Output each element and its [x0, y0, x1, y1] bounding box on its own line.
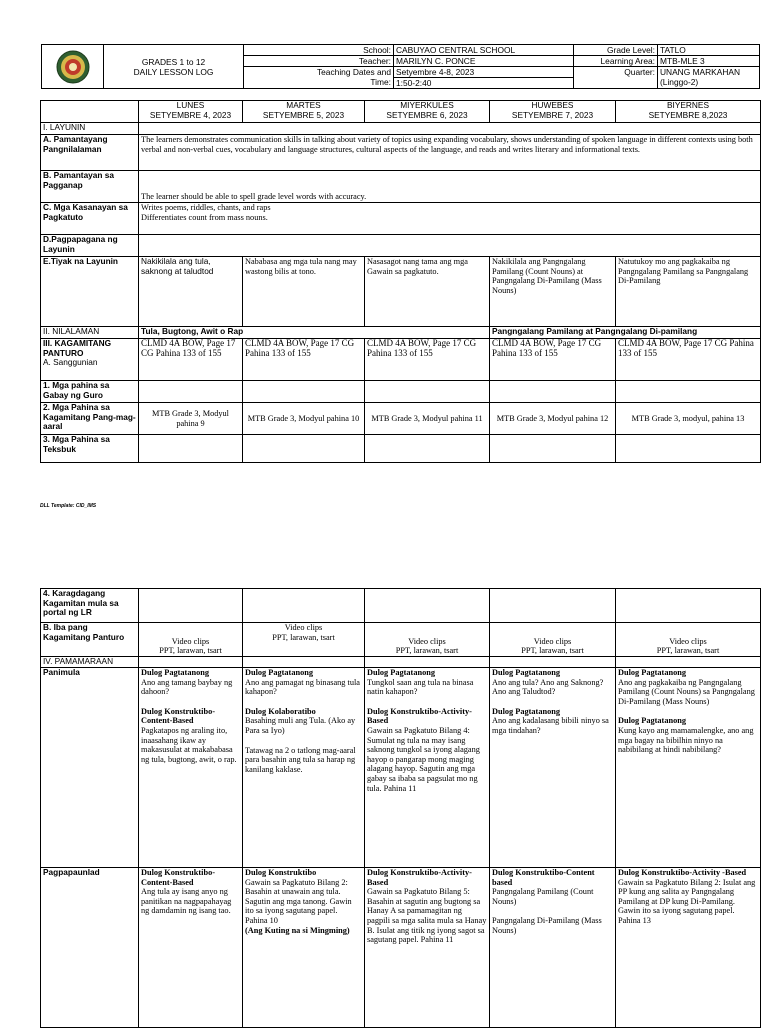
approach-text: Tatawag na 2 o tatlong mag-aaral para basahin ang tula sa harap ng kanilang kaklase.: [245, 745, 356, 774]
sanggunian-thursday: CLMD 4A BOW, Page 17 CG Pahina 133 of 155: [490, 339, 616, 381]
kasanayan-line1: Writes poems, riddles, chants, and raps: [141, 203, 271, 212]
iba-line1: Video clips: [669, 636, 707, 646]
area-value: MTB-MLE 3: [658, 56, 760, 67]
day-wednesday: [365, 101, 490, 123]
label-teksbuk: 3. Mga Pahina sa Teksbuk: [41, 435, 139, 463]
tiyak-tuesday: Nababasa ang mga tula nang may wastong bilis at tono.: [243, 257, 365, 327]
day-date: SETYEMBRE 8,2023: [648, 109, 728, 120]
approach-heading: Dulog Pagtatanong: [367, 668, 435, 677]
panimula-thursday: [490, 668, 616, 868]
approach-text: Ano ang pagkakaiba ng Pangngalang Pamilang (Count Nouns) sa Pangngalang Di-Pamilang (Mass Nouns): [618, 677, 755, 706]
grade-value: TATLO: [658, 45, 760, 56]
logo-cell: [42, 45, 104, 89]
panimula-wednesday: [365, 668, 490, 868]
iba-line2: PPT, larawan, tsart: [521, 646, 584, 656]
day-name: MARTES: [286, 100, 321, 110]
pagpapaunlad-wednesday: [365, 868, 490, 1028]
label-panimula: Panimula: [41, 668, 139, 868]
empty-cell: [139, 657, 243, 668]
approach-text: Pagkatapos ng araling ito, inaasahang ikaw ay makasusulat at makababasa ng tula, bugtong, awit, o rap.: [141, 725, 237, 764]
school-label: School:: [244, 45, 394, 56]
lesson-log-table-page2: [40, 588, 761, 1028]
approach-text: Basahing muli ang Tula. (Ako ay Para sa Iyo): [245, 716, 356, 735]
dates-label-line1: Teaching Dates and: [316, 67, 391, 77]
approach-text: Ano ang tula? Ano ang Saknong? Ano ang Taludtod?: [492, 677, 604, 697]
pagpapaunlad-thursday: [490, 868, 616, 1028]
approach-text: Pangngalang Di-Pamilang (Mass Nouns): [492, 916, 602, 935]
iba-line2: PPT, larawan, tsart: [395, 646, 459, 656]
day-name: HUWEBES: [531, 100, 574, 110]
approach-text: Gawain sa Pagkatuto Bilang 4: Sumulat ng tula na may isang saknong tungkol sa iyong alagang hayop o pangarap mong maging alagang hayop. Sagutin ang mga gabay sa ibaba sa pagsulat mo ng tula. Pahina 11: [367, 725, 480, 793]
teacher-label: Teacher:: [244, 56, 394, 67]
approach-text: Gawain sa Pagkatuto Bilang 2: Isulat ang PP kung ang salita ay Pangngalang Pamilang at DP kung Di-Pamilang. Gawin ito sa iyong sagutang papel. Pahina 13: [618, 877, 756, 925]
dates-label-line2: Time:: [370, 77, 391, 87]
empty-cell: [139, 381, 243, 403]
nilalaman-a: Tula, Bugtong, Awit o Rap: [139, 327, 490, 339]
approach-heading: Dulog Pagtatanong: [618, 716, 686, 726]
label-pamamaraan: IV. PAMAMARAAN: [41, 657, 139, 668]
dll-title: [104, 45, 244, 89]
pagganap-text: The learner should be able to spell grade level words with accuracy.: [139, 171, 761, 203]
approach-text: Ano ang pamagat ng binasang tula kahapon?: [245, 677, 360, 697]
approach-text: Ano ang tamang baybay ng dahoon?: [141, 677, 233, 697]
tiyak-monday: Nakikilala ang tula, saknong at taludtod: [139, 257, 243, 327]
iba-line2: PPT, larawan, tsart: [656, 646, 720, 656]
empty-cell: [139, 235, 761, 257]
area-label: Learning Area:: [574, 56, 658, 67]
approach-text: Tungkol saan ang tula na binasa natin kahapon?: [367, 677, 474, 697]
deped-seal-icon: [56, 50, 90, 84]
section-layunin: I. LAYUNIN: [41, 123, 139, 135]
kasanayan-text: [139, 203, 761, 235]
approach-heading: Dulog Pagtatanong: [492, 706, 560, 716]
empty-cell: [616, 589, 761, 623]
kagamitan-mag-wednesday: MTB Grade 3, Modyul pahina 11: [365, 403, 490, 435]
approach-text: Gawain sa Pagkatuto Bilang 2: Basahin at unawain ang tula. Sagutin ang mga tanong. Gawin ito sa iyong sagutang papel. Pahina 10: [245, 877, 352, 925]
dates-label: [244, 67, 394, 89]
empty-cell: [139, 123, 761, 135]
iba-friday: [616, 623, 761, 657]
approach-heading: Dulog Pagtatanong: [141, 668, 209, 677]
time-value: 1:50-2:40: [394, 78, 574, 89]
kagamitan-mag-friday: MTB Grade 3, modyul, pahina 13: [616, 403, 761, 435]
quarter-label: Quarter:: [574, 67, 658, 89]
empty-cell: [616, 657, 761, 668]
sanggunian-monday: CLMD 4A BOW, Page 17 CG Pahina 133 of 155: [139, 339, 243, 381]
iba-line1: Video clips: [533, 636, 572, 646]
teacher-value: MARILYN C. PONCE: [394, 56, 574, 67]
approach-title: (Ang Kuting na si Mingming): [245, 925, 350, 935]
iba-line1: Video clips: [408, 636, 446, 646]
iba-line2: PPT, larawan, tsart: [159, 646, 222, 656]
day-date: SETYEMBRE 5, 2023: [262, 109, 345, 120]
label-pamantayang: A. Pamantayang Pangnilalaman: [41, 135, 139, 171]
iba-monday: [139, 623, 243, 657]
label-pagganap: B. Pamantayan sa Pagganap: [41, 171, 139, 203]
approach-heading: Dulog Konstruktibo-Content-Based: [141, 706, 215, 726]
empty-cell: [490, 435, 616, 463]
label-pagpapaganap: D.Pagpapagana ng Layunin: [41, 235, 139, 257]
pagpapaunlad-monday: [139, 868, 243, 1028]
panimula-tuesday: [243, 668, 365, 868]
tiyak-friday: Natutukoy mo ang pagkakaiba ng Pangngalang Pamilang sa Pangngalang Di-Pamilang: [616, 257, 761, 327]
kagamitan-mag-tuesday: MTB Grade 3, Modyul pahina 10: [243, 403, 365, 435]
approach-heading: Dulog Pagtatanong: [618, 668, 686, 677]
approach-heading: Dulog Konstruktibo-Activity -Based: [618, 868, 747, 877]
iba-tuesday: [243, 623, 365, 657]
nilalaman-b: Pangngalang Pamilang at Pangngalang Di-pamilang: [490, 327, 761, 339]
approach-text: Kung kayo ang mamamalengke, ano ang mga bagay na bibilhin ninyo na nabibilang at hindi nabibilang?: [618, 725, 754, 755]
grade-label: Grade Level:: [574, 45, 658, 56]
sanggunian-wednesday: CLMD 4A BOW, Page 17 CG Pahina 133 of 155: [365, 339, 490, 381]
iba-wednesday: [365, 623, 490, 657]
day-name: BIYERNES: [667, 100, 709, 110]
approach-text: Gawain sa Pagkatuto Bilang 5: Basahin at sagutin ang bugtong sa Hanay A sa pamamagitan ng pagpili sa mga salita mula sa Hanay B. Isulat ang titik ng iyong sagot sa sagutang papel. Pahina 11: [367, 887, 487, 945]
title-line1: GRADES 1 to 12: [141, 56, 206, 67]
kagamitan-mag-thursday: MTB Grade 3, Modyul pahina 12: [490, 403, 616, 435]
kasanayan-line2: Differentiates count from mass nouns.: [141, 212, 268, 222]
dates-value: Setyembre 4-8, 2023: [394, 67, 574, 78]
label-karagdagang: 4. Karagdagang Kagamitan mula sa portal ng LR: [41, 589, 139, 623]
template-footnote: DLL Template: CID_IMS: [40, 503, 97, 509]
label-nilalaman: II. NILALAMAN: [41, 327, 139, 339]
panimula-monday: [139, 668, 243, 868]
empty-cell: [490, 589, 616, 623]
pagpapaunlad-friday: [616, 868, 761, 1028]
approach-heading: Dulog Pagtatanong: [492, 668, 560, 677]
lesson-log-table: [40, 100, 761, 463]
quarter-value-line2: (Linggo-2): [660, 77, 699, 87]
label-iba: B. Iba pang Kagamitang Panturo: [41, 623, 139, 657]
iba-line2: PPT, larawan, tsart: [272, 632, 335, 642]
approach-heading: Dulog Konstruktibo: [245, 868, 317, 877]
quarter-value: [658, 67, 760, 89]
day-name: MIYERKULES: [400, 100, 454, 110]
empty-cell: [243, 381, 365, 403]
empty-cell: [243, 589, 365, 623]
header-table: [41, 44, 760, 89]
school-value: CABUYAO CENTRAL SCHOOL: [394, 45, 574, 56]
approach-text: Pangngalang Pamilang (Count Nouns): [492, 887, 594, 906]
approach-heading: Dulog Konstruktibo-Activity-Based: [367, 706, 472, 726]
tiyak-wednesday: Nasasagot nang tama ang mga Gawain sa pagkatuto.: [365, 257, 490, 327]
empty-cell: [365, 657, 490, 668]
empty-cell: [243, 435, 365, 463]
label-pagpapaunlad: Pagpapaunlad: [41, 868, 139, 1028]
empty-cell: [616, 381, 761, 403]
sanggunian-tuesday: CLMD 4A BOW, Page 17 CG Pahina 133 of 155: [243, 339, 365, 381]
approach-heading: Dulog Pagtatanong: [245, 668, 313, 677]
empty-cell: [243, 657, 365, 668]
day-tuesday: [243, 101, 365, 123]
empty-cell: [365, 435, 490, 463]
corner-cell: [41, 101, 139, 123]
kagamitan-mag-monday: MTB Grade 3, Modyul pahina 9: [139, 403, 243, 435]
empty-cell: [490, 381, 616, 403]
approach-heading: Dulog Konstruktibo-Content-Based: [141, 868, 215, 887]
day-date: SETYEMBRE 6, 2023: [386, 109, 468, 120]
iba-line1: Video clips: [171, 636, 210, 646]
day-date: SETYEMBRE 7, 2023: [511, 109, 594, 120]
empty-cell: [490, 657, 616, 668]
day-thursday: [490, 101, 616, 123]
approach-heading: Dulog Kolaboratibo: [245, 706, 316, 716]
empty-cell: [139, 589, 243, 623]
empty-cell: [365, 381, 490, 403]
approach-heading: Dulog Konstruktibo-Activity-Based: [367, 868, 472, 887]
title-line2: DAILY LESSON LOG: [133, 66, 214, 77]
approach-heading: Dulog Konstruktibo-Content based: [492, 868, 595, 887]
quarter-value-line1: UNANG MARKAHAN: [660, 67, 741, 77]
empty-cell: [139, 435, 243, 463]
tiyak-thursday: Nakikilala ang Pangngalang Pamilang (Count Nouns) at Pangngalang Di-Pamilang (Mass Nouns): [490, 257, 616, 327]
kagamitan-line2: A. Sanggunian: [43, 357, 98, 368]
label-kagamitan-mag: 2. Mga Pahina sa Kagamitang Pang-mag-aaral: [41, 403, 139, 435]
label-gabay: 1. Mga pahina sa Gabay ng Guro: [41, 381, 139, 403]
label-kagamitan: [41, 339, 139, 381]
pagpapaunlad-tuesday: [243, 868, 365, 1028]
kagamitan-line1: III. KAGAMITANG PANTURO: [43, 338, 112, 358]
empty-cell: [616, 435, 761, 463]
approach-text: Ang tula ay isang anyo ng panitikan na nagpapahayag ng damdamin ng isang tao.: [141, 887, 232, 916]
label-tiyak: E.Tiyak na Layunin: [41, 257, 139, 327]
empty-cell: [365, 589, 490, 623]
pamantayang-text: The learners demonstrates communication skills in talking about variety of topics using expanding vocabulary, shows understanding of spoken language in different contexts using both verbal and non-verbal cues, vocabulary and language structures, cultural aspects of the language, and reads and writes literary and informational texts.: [139, 135, 761, 171]
panimula-friday: [616, 668, 761, 868]
sanggunian-friday: CLMD 4A BOW, Page 17 CG Pahina 133 of 155: [616, 339, 761, 381]
day-date: SETYEMBRE 4, 2023: [149, 109, 232, 120]
iba-thursday: [490, 623, 616, 657]
day-name: LUNES: [176, 100, 205, 110]
approach-text: Ano ang kadalasang bibili ninyo sa mga tindahan?: [492, 716, 609, 735]
day-friday: [616, 101, 761, 123]
iba-line1: Video clips: [284, 623, 323, 632]
label-kasanayan: C. Mga Kasanayan sa Pagkatuto: [41, 203, 139, 235]
day-monday: [139, 101, 243, 123]
